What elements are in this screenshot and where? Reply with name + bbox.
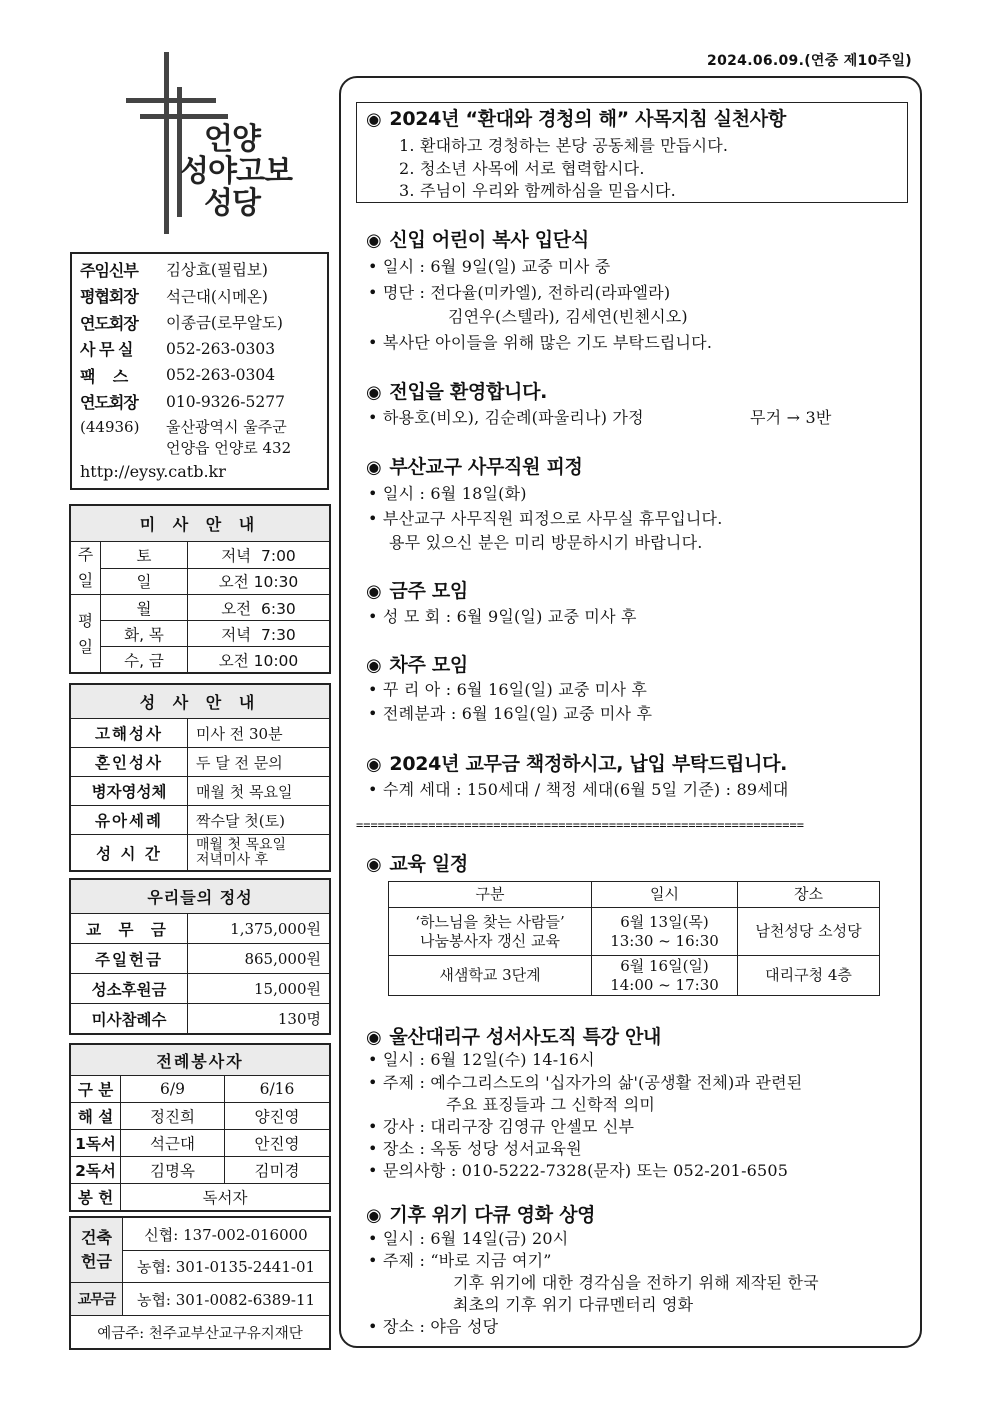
info-key: 평협회장	[80, 287, 138, 307]
education-title	[366, 849, 468, 876]
info-row	[80, 389, 319, 416]
next-week-line: • 꾸 리 아 : 6월 16일(일) 교중 미사 후	[368, 680, 648, 699]
kyomu-title-text: 2024년 교무금 책정하시고, 납입 부탁드립니다.	[389, 753, 788, 775]
altar-title	[366, 225, 589, 252]
server-label: 2독서	[71, 1157, 121, 1184]
sacraments-table	[70, 684, 330, 871]
edu-name	[389, 956, 592, 996]
lecture-line: • 주제 : 예수그리스도의 '십자가의 삶'(공생활 전체)과 관련된	[368, 1073, 803, 1092]
sacrament-value: 미사 전 30분	[188, 719, 330, 748]
sacrament-name: 성 시 간	[71, 835, 188, 871]
edu-place: 남천성당 소성당	[738, 908, 880, 956]
offering-value: 15,000원	[188, 974, 330, 1004]
welcome-district: 무거 → 3반	[750, 408, 832, 427]
bullet-marker-icon: ◉	[366, 382, 382, 403]
mass-time: 오전 10:00	[188, 647, 330, 673]
server-name: 정진희	[121, 1103, 225, 1130]
parish-url[interactable]: http://eysy.catb.kr	[80, 462, 226, 481]
film-line: • 주제 : “바로 지금 여기”	[368, 1251, 552, 1270]
education-table	[388, 881, 880, 996]
bullet-marker-icon: ◉	[366, 230, 382, 251]
parish-logo	[122, 52, 302, 242]
retreat-title-text: 부산교구 사무직원 피정	[389, 456, 583, 478]
mass-time: 오전 10:30	[188, 568, 330, 595]
edu-time	[592, 908, 738, 956]
info-row	[80, 336, 319, 363]
divider: ==============================================================	[356, 818, 804, 832]
mass-day: 토	[101, 542, 188, 569]
film-line: 최초의 기후 위기 다큐멘터리 영화	[453, 1295, 694, 1314]
server-name: 김명옥	[121, 1157, 225, 1184]
sacraments-title: 성 사 안 내	[71, 685, 330, 719]
parish-info-box	[70, 252, 329, 490]
info-key: 주임신부	[80, 260, 138, 280]
account-holder: 예금주: 천주교부산교구유지재단	[71, 1316, 330, 1349]
server-date: 6/9	[121, 1076, 225, 1103]
edu-name-line-1: ‘하느님을 찾는 사람들’	[415, 912, 565, 931]
sunday-label	[71, 542, 101, 595]
address	[80, 417, 319, 459]
lecture-line: 주요 표징들과 그 신학적 의미	[446, 1095, 656, 1114]
guideline-title	[366, 104, 786, 131]
info-value: 010-9326-5277	[166, 392, 285, 411]
offerings-title: 우리들의 정성	[71, 880, 330, 914]
offering-name: 성소후원금	[71, 974, 188, 1004]
logo-text-2: 성야고보	[180, 154, 292, 189]
sacrament-value	[188, 835, 330, 871]
holy-hour-line-2: 저녁미사 후	[196, 851, 269, 868]
building-fund-label	[71, 1218, 123, 1283]
holy-hour-line-1: 매월 첫 목요일	[196, 836, 287, 853]
welcome-line: • 하용호(비오), 김순례(파울리나) 가정	[368, 408, 644, 427]
address-line-1: 울산광역시 울주군	[166, 418, 287, 436]
guideline-title-text: 2024년 “환대와 경청의 해” 사목지침 실천사항	[389, 108, 786, 130]
mass-title: 미 사 안 내	[71, 506, 330, 542]
film-line: • 장소 : 야음 성당	[368, 1317, 499, 1336]
lecture-title	[366, 1022, 661, 1049]
address-lines	[166, 417, 291, 459]
bullet-marker-icon: ◉	[366, 109, 382, 130]
offering-value: 130명	[188, 1004, 330, 1034]
bulletin-date: 2024.06.09.(연중 제10주일)	[707, 53, 912, 69]
retreat-line: • 부산교구 사무직원 피정으로 사무실 휴무입니다.	[368, 509, 723, 528]
server-date: 6/16	[225, 1076, 330, 1103]
account-number: 신협: 137-002-016000	[123, 1218, 330, 1251]
edu-header: 일시	[592, 882, 738, 908]
film-title-text: 기후 위기 다큐 영화 상영	[389, 1204, 596, 1226]
mass-day: 화, 목	[101, 621, 188, 647]
weekday-label-text: 평일	[78, 611, 93, 656]
server-label: 봉 헌	[71, 1184, 121, 1211]
edu-name-line-2: 나눔봉사자 갱신 교육	[420, 931, 560, 950]
next-week-title	[366, 650, 468, 677]
edu-date: 6월 16일(일)	[620, 956, 709, 975]
edu-header: 구분	[389, 882, 592, 908]
education-title-text: 교육 일정	[389, 853, 468, 875]
servers-table	[70, 1044, 330, 1211]
server-offering: 독서자	[121, 1184, 330, 1211]
sacrament-name: 혼인성사	[71, 748, 188, 777]
weekday-label	[71, 595, 101, 673]
film-title	[366, 1200, 595, 1227]
kyomu-line: • 수계 세대 : 150세대 / 책정 세대(6월 5일 기준) : 89세대	[368, 780, 789, 799]
mass-schedule-table	[70, 505, 330, 673]
info-row	[80, 283, 319, 310]
server-name: 양진영	[225, 1103, 330, 1130]
next-week-line: • 전례분과 : 6월 16일(일) 교중 미사 후	[368, 704, 653, 723]
info-key: 사 무 실	[80, 340, 133, 360]
accounts-table	[70, 1217, 330, 1349]
altar-line: • 명단 : 전다율(미카엘), 전하리(라파엘라)	[368, 283, 671, 302]
edu-date: 6월 13일(목)	[620, 912, 709, 931]
welcome-title	[366, 377, 547, 404]
info-row	[80, 256, 319, 283]
bullet-marker-icon: ◉	[366, 581, 382, 602]
retreat-line: • 일시 : 6월 18일(화)	[368, 484, 527, 503]
altar-line: • 복사단 아이들을 위해 많은 기도 부탁드립니다.	[368, 333, 713, 352]
offering-value: 1,375,000원	[188, 914, 330, 944]
info-row	[80, 309, 319, 336]
sacrament-name: 병자영성체	[71, 777, 188, 806]
account-number: 농협: 301-0082-6389-11	[123, 1283, 330, 1316]
server-name: 김미경	[225, 1157, 330, 1184]
this-week-title	[366, 576, 468, 603]
sacrament-value: 매월 첫 목요일	[188, 777, 330, 806]
info-key: 연도회장	[80, 393, 138, 413]
mass-day: 수, 금	[101, 647, 188, 673]
retreat-line: 용무 있으신 분은 미리 방문하시기 바랍니다.	[389, 533, 703, 552]
mass-day: 월	[101, 595, 188, 621]
guideline-item: 2. 청소년 사목에 서로 협력합시다.	[399, 159, 645, 178]
building-label-2: 헌금	[81, 1252, 112, 1271]
welcome-title-text: 전입을 환영합니다.	[389, 381, 548, 403]
edu-name-line-1: 새샘학교 3단계	[439, 966, 541, 984]
film-line: 기후 위기에 대한 경각심을 전하기 위해 제작된 한국	[453, 1273, 819, 1292]
server-label: 1독서	[71, 1130, 121, 1157]
server-label: 해 설	[71, 1103, 121, 1130]
sunday-label-text: 주일	[77, 545, 94, 590]
building-label-1: 건축	[81, 1228, 112, 1247]
altar-line: • 일시 : 6월 9일(일) 교중 미사 중	[368, 257, 611, 276]
film-line: • 일시 : 6월 14일(금) 20시	[368, 1229, 569, 1248]
sacrament-value: 두 달 전 문의	[188, 748, 330, 777]
info-key: 팩 스	[80, 366, 128, 386]
lecture-line: • 문의사항 : 010-5222-7328(문자) 또는 052-201-6505	[368, 1161, 789, 1180]
info-value: 석근대(시메온)	[166, 287, 268, 306]
offering-name: 교 무 금	[71, 914, 188, 944]
info-value: 052-263-0304	[166, 366, 276, 385]
info-key: 연도회장	[80, 313, 138, 333]
zip-code: (44936)	[80, 418, 140, 436]
kyomu-title	[366, 749, 787, 776]
guideline-item: 1. 환대하고 경청하는 본당 공동체를 만듭시다.	[399, 136, 729, 155]
mass-time: 저녁 7:00	[188, 542, 330, 569]
edu-hours: 14:00 ~ 17:30	[610, 975, 719, 994]
sacrament-name: 고해성사	[71, 719, 188, 748]
server-label: 구 분	[71, 1076, 121, 1103]
retreat-title	[366, 452, 583, 479]
altar-title-text: 신입 어린이 복사 입단식	[389, 229, 589, 251]
sacrament-name: 유아세례	[71, 806, 188, 835]
info-value: 052-263-0303	[166, 339, 276, 358]
this-week-title-text: 금주 모임	[389, 580, 468, 602]
server-name: 안진영	[225, 1130, 330, 1157]
logo-text-3: 성당	[204, 186, 260, 221]
bullet-marker-icon: ◉	[366, 854, 382, 875]
lecture-line: • 장소 : 옥동 성당 성서교육원	[368, 1139, 582, 1158]
offerings-table	[70, 879, 330, 1034]
info-value: 이종금(로무알도)	[166, 314, 283, 333]
mass-day: 일	[101, 568, 188, 595]
bullet-marker-icon: ◉	[366, 754, 382, 775]
lecture-title-text: 울산대리구 성서사도직 특강 안내	[389, 1026, 662, 1048]
guideline-item: 3. 주님이 우리와 함께하심을 믿읍시다.	[399, 181, 676, 200]
offering-name: 미사참례수	[71, 1004, 188, 1034]
edu-header: 장소	[738, 882, 880, 908]
info-row	[80, 362, 319, 389]
sacrament-value: 짝수달 첫(토)	[188, 806, 330, 835]
edu-name	[389, 908, 592, 956]
edu-place: 대리구청 4층	[738, 956, 880, 996]
bullet-marker-icon: ◉	[366, 1205, 382, 1226]
edu-time	[592, 956, 738, 996]
bullet-marker-icon: ◉	[366, 457, 382, 478]
this-week-line: • 성 모 회 : 6월 9일(일) 교중 미사 후	[368, 607, 637, 626]
servers-title: 전례봉사자	[71, 1045, 330, 1076]
lecture-line: • 강사 : 대리구장 김영규 안셀모 신부	[368, 1117, 635, 1136]
offering-value: 865,000원	[188, 944, 330, 974]
server-name: 석근대	[121, 1130, 225, 1157]
lecture-line: • 일시 : 6월 12일(수) 14-16시	[368, 1050, 595, 1069]
altar-line: 김연우(스텔라), 김세연(빈첸시오)	[448, 307, 688, 326]
edu-hours: 13:30 ~ 16:30	[610, 931, 719, 950]
mass-time: 오전 6:30	[188, 595, 330, 621]
offering-name: 주일헌금	[71, 944, 188, 974]
info-value: 김상효(필립보)	[166, 261, 268, 280]
bullet-marker-icon: ◉	[366, 655, 382, 676]
mass-time: 저녁 7:30	[188, 621, 330, 647]
next-week-title-text: 차주 모임	[389, 654, 468, 676]
account-number: 농협: 301-0135-2441-01	[123, 1251, 330, 1283]
bullet-marker-icon: ◉	[366, 1027, 382, 1048]
address-line-2: 언양읍 언양로 432	[166, 439, 292, 457]
kyomu-label: 교무금	[71, 1283, 123, 1316]
logo-text-1: 언양	[204, 122, 260, 157]
